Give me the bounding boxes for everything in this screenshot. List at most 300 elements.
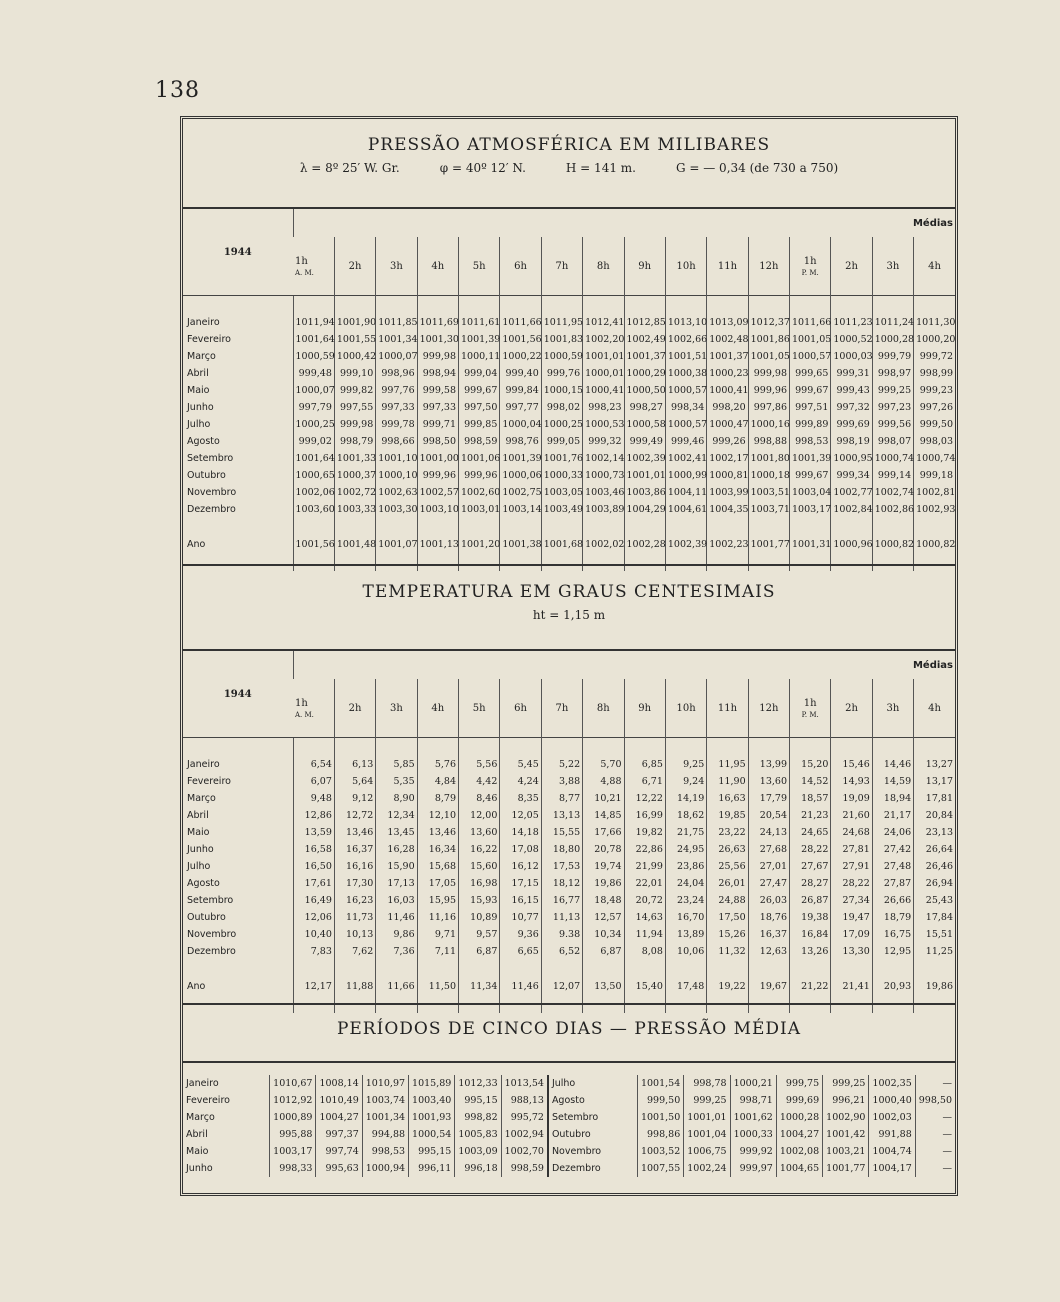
hour-header bbox=[541, 237, 582, 296]
value-cell: 12,86 bbox=[293, 807, 334, 824]
spacer-cell bbox=[459, 518, 500, 536]
value-cell: 8,90 bbox=[376, 790, 417, 807]
value-cell: 998,27 bbox=[624, 399, 665, 416]
value-cell: 1003,01 bbox=[459, 501, 500, 518]
value-cell: 9.38 bbox=[541, 926, 582, 943]
value-cell: 1001,64 bbox=[293, 331, 334, 348]
table-row bbox=[183, 1092, 955, 1109]
value-cell: 998,59 bbox=[501, 1160, 548, 1177]
value-cell: 27,81 bbox=[831, 841, 872, 858]
value-cell: 998,82 bbox=[455, 1109, 501, 1126]
spacer-cell bbox=[376, 738, 417, 757]
value-cell: 1000,33 bbox=[730, 1126, 776, 1143]
table-row bbox=[183, 450, 955, 467]
value-cell: 1003,46 bbox=[583, 484, 624, 501]
value-cell: 999,50 bbox=[637, 1092, 683, 1109]
value-cell: 1002,57 bbox=[417, 484, 458, 501]
month-label: Janeiro bbox=[187, 317, 220, 328]
value-cell: 9,71 bbox=[417, 926, 458, 943]
month-label: Outubro bbox=[187, 912, 226, 923]
value-cell: 11,95 bbox=[707, 756, 748, 773]
value-cell: 17,66 bbox=[583, 824, 624, 841]
spacer-cell bbox=[831, 960, 872, 978]
table-row bbox=[183, 314, 955, 331]
value-cell: 10,40 bbox=[293, 926, 334, 943]
value-cell: 1002,70 bbox=[501, 1143, 548, 1160]
table-row bbox=[183, 892, 955, 909]
hour-header bbox=[459, 679, 500, 738]
value-cell: 1002,66 bbox=[665, 331, 706, 348]
value-cell: 1001,31 bbox=[790, 536, 831, 553]
value-cell: 997,50 bbox=[459, 399, 500, 416]
value-cell: 999,26 bbox=[707, 433, 748, 450]
value-cell: 998,94 bbox=[417, 365, 458, 382]
value-cell: 1000,95 bbox=[831, 450, 872, 467]
spacer-cell bbox=[334, 960, 375, 978]
value-cell: 4,84 bbox=[417, 773, 458, 790]
value-cell: 4,24 bbox=[500, 773, 541, 790]
value-cell: 1011,69 bbox=[417, 314, 458, 331]
value-cell: 27,47 bbox=[748, 875, 789, 892]
value-cell: 1000,59 bbox=[293, 348, 334, 365]
value-cell: 12,07 bbox=[541, 978, 582, 995]
value-cell: 1000,28 bbox=[776, 1109, 822, 1126]
value-cell: 1002,24 bbox=[684, 1160, 730, 1177]
value-cell: 999,31 bbox=[831, 365, 872, 382]
value-cell: 1012,33 bbox=[455, 1075, 501, 1092]
value-cell: 1001,07 bbox=[376, 536, 417, 553]
value-cell: 1000,58 bbox=[624, 416, 665, 433]
value-cell: 11,73 bbox=[334, 909, 375, 926]
spacer-cell bbox=[665, 960, 706, 978]
value-cell: 18,48 bbox=[583, 892, 624, 909]
value-cell: 999,65 bbox=[790, 365, 831, 382]
page-number: 138 bbox=[155, 78, 200, 103]
value-cell: 999,32 bbox=[583, 433, 624, 450]
value-cell: 1001,86 bbox=[748, 331, 789, 348]
value-cell: 26,46 bbox=[914, 858, 955, 875]
value-cell: 13,99 bbox=[748, 756, 789, 773]
value-cell: 16,70 bbox=[665, 909, 706, 926]
hour-label: 2h bbox=[348, 260, 362, 272]
table-row bbox=[183, 909, 955, 926]
value-cell: 1004,27 bbox=[776, 1126, 822, 1143]
value-cell: 26,63 bbox=[707, 841, 748, 858]
hour-label: 3h bbox=[886, 702, 900, 714]
value-cell: 14,52 bbox=[790, 773, 831, 790]
table-row bbox=[183, 501, 955, 518]
value-cell: 999,82 bbox=[334, 382, 375, 399]
value-cell: 999,98 bbox=[748, 365, 789, 382]
value-cell: 999,67 bbox=[459, 382, 500, 399]
value-cell: 1000,96 bbox=[831, 536, 872, 553]
value-cell: 16,99 bbox=[624, 807, 665, 824]
value-cell: 1003,60 bbox=[293, 501, 334, 518]
value-cell: 6,52 bbox=[541, 943, 582, 960]
value-cell: 10,13 bbox=[334, 926, 375, 943]
spacer-cell bbox=[665, 738, 706, 757]
value-cell: 1012,92 bbox=[270, 1092, 316, 1109]
longitude: λ = 8º 25′ W. Gr. bbox=[299, 161, 400, 175]
table-row bbox=[183, 875, 955, 892]
value-cell: 1000,42 bbox=[334, 348, 375, 365]
spacer-row bbox=[183, 296, 955, 315]
spacer-cell bbox=[872, 960, 913, 978]
value-cell: 995,63 bbox=[316, 1160, 362, 1177]
value-cell: 13,45 bbox=[376, 824, 417, 841]
value-cell: 1004,17 bbox=[869, 1160, 915, 1177]
hour-label: 7h bbox=[555, 260, 569, 272]
value-cell: 21,75 bbox=[665, 824, 706, 841]
value-cell: 17,61 bbox=[293, 875, 334, 892]
hour-header bbox=[872, 237, 913, 296]
hour-header bbox=[376, 679, 417, 738]
value-cell: 4,42 bbox=[459, 773, 500, 790]
table-row bbox=[183, 399, 955, 416]
hour-header bbox=[790, 237, 831, 296]
value-cell: 28,22 bbox=[790, 841, 831, 858]
value-cell: 16,23 bbox=[334, 892, 375, 909]
value-cell: 27,91 bbox=[831, 858, 872, 875]
value-cell: 6,13 bbox=[334, 756, 375, 773]
value-cell: 1002,72 bbox=[334, 484, 375, 501]
value-cell: 11,46 bbox=[376, 909, 417, 926]
table-row bbox=[183, 841, 955, 858]
pressure-title: PRESSÃO ATMOSFÉRICA EM MILIBARES bbox=[367, 135, 771, 155]
table-row bbox=[183, 1075, 955, 1092]
hour-label: 5h bbox=[472, 260, 486, 272]
hour-label: 8h bbox=[596, 702, 610, 714]
value-cell: 20,72 bbox=[624, 892, 665, 909]
value-cell: 998,78 bbox=[684, 1075, 730, 1092]
value-cell: 28,22 bbox=[831, 875, 872, 892]
month-label: Setembro bbox=[548, 1109, 638, 1126]
value-cell: 1000,16 bbox=[748, 416, 789, 433]
value-cell: 1000,81 bbox=[707, 467, 748, 484]
value-cell: 1002,94 bbox=[501, 1126, 548, 1143]
value-cell: 1001,54 bbox=[637, 1075, 683, 1092]
value-cell: 1011,94 bbox=[293, 314, 334, 331]
spacer-cell bbox=[376, 960, 417, 978]
hour-label: 8h bbox=[596, 260, 610, 272]
hour-header bbox=[583, 237, 624, 296]
value-cell: 1012,37 bbox=[748, 314, 789, 331]
hour-header bbox=[500, 679, 541, 738]
value-cell: 11,32 bbox=[707, 943, 748, 960]
spacer-cell bbox=[665, 296, 706, 315]
hour-header bbox=[376, 237, 417, 296]
month-label: Março bbox=[187, 351, 216, 362]
temperature-header bbox=[183, 564, 955, 622]
spacer-cell bbox=[872, 738, 913, 757]
hour-label: 1h bbox=[803, 255, 817, 267]
hour-header bbox=[707, 679, 748, 738]
hour-header bbox=[334, 237, 375, 296]
spacer-cell bbox=[624, 518, 665, 536]
value-cell: 19,38 bbox=[790, 909, 831, 926]
value-cell: 26,64 bbox=[914, 841, 955, 858]
value-cell: 1000,20 bbox=[914, 331, 955, 348]
value-cell: 16,37 bbox=[748, 926, 789, 943]
month-label: Abril bbox=[186, 1129, 208, 1140]
table-row bbox=[183, 807, 955, 824]
value-cell: 7,62 bbox=[334, 943, 375, 960]
value-cell: 23,13 bbox=[914, 824, 955, 841]
value-cell: 1002,86 bbox=[872, 501, 913, 518]
value-cell: 11,50 bbox=[417, 978, 458, 995]
month-label: Junho bbox=[187, 844, 214, 855]
value-cell: 1003,33 bbox=[334, 501, 375, 518]
spacer-cell bbox=[707, 518, 748, 536]
value-cell: 1002,63 bbox=[376, 484, 417, 501]
value-cell: 16,50 bbox=[293, 858, 334, 875]
value-cell: 1000,41 bbox=[583, 382, 624, 399]
value-cell: 1011,95 bbox=[541, 314, 582, 331]
value-cell: 18,62 bbox=[665, 807, 706, 824]
value-cell: 5,45 bbox=[500, 756, 541, 773]
value-cell: 995,15 bbox=[409, 1143, 455, 1160]
spacer-cell bbox=[872, 296, 913, 315]
value-cell: 19,09 bbox=[831, 790, 872, 807]
spacer-cell bbox=[293, 960, 334, 978]
value-cell: 6,71 bbox=[624, 773, 665, 790]
spacer-cell bbox=[417, 960, 458, 978]
value-cell: 1003,40 bbox=[409, 1092, 455, 1109]
value-cell: 1000,28 bbox=[872, 331, 913, 348]
value-cell: 999,18 bbox=[914, 467, 955, 484]
value-cell: 1000,25 bbox=[541, 416, 582, 433]
value-cell: 1000,25 bbox=[293, 416, 334, 433]
value-cell: 1002,39 bbox=[624, 450, 665, 467]
value-cell: 1001,10 bbox=[376, 450, 417, 467]
spacer-cell bbox=[914, 296, 955, 315]
value-cell: 1002,28 bbox=[624, 536, 665, 553]
value-cell: 1000,50 bbox=[624, 382, 665, 399]
value-cell: 1000,38 bbox=[665, 365, 706, 382]
month-label: Março bbox=[187, 793, 216, 804]
hour-header bbox=[459, 237, 500, 296]
month-label: Agosto bbox=[187, 436, 220, 447]
value-cell: 9,86 bbox=[376, 926, 417, 943]
value-cell: 1011,66 bbox=[790, 314, 831, 331]
spacer-cell bbox=[790, 960, 831, 978]
pressure-header bbox=[183, 135, 955, 175]
spacer-cell bbox=[183, 960, 293, 978]
value-cell: 996,21 bbox=[823, 1092, 869, 1109]
spacer-cell bbox=[707, 960, 748, 978]
value-cell: 15,55 bbox=[541, 824, 582, 841]
spacer-cell bbox=[500, 738, 541, 757]
am-label: A. M. bbox=[295, 268, 314, 277]
value-cell: — bbox=[915, 1075, 955, 1092]
value-cell: 21,41 bbox=[831, 978, 872, 995]
value-cell: 1001,48 bbox=[334, 536, 375, 553]
value-cell: 6,85 bbox=[624, 756, 665, 773]
hour-header bbox=[831, 237, 872, 296]
table-row bbox=[183, 790, 955, 807]
value-cell: 11,90 bbox=[707, 773, 748, 790]
value-cell: 1000,47 bbox=[707, 416, 748, 433]
value-cell: 1001,06 bbox=[459, 450, 500, 467]
value-cell: 16,15 bbox=[500, 892, 541, 909]
value-cell: 1001,37 bbox=[707, 348, 748, 365]
table-row bbox=[183, 824, 955, 841]
hour-header bbox=[624, 679, 665, 738]
value-cell: 1003,14 bbox=[500, 501, 541, 518]
value-cell: 24,04 bbox=[665, 875, 706, 892]
value-cell: 26,94 bbox=[914, 875, 955, 892]
value-cell: 19,74 bbox=[583, 858, 624, 875]
value-cell: 998,33 bbox=[270, 1160, 316, 1177]
hour-header bbox=[665, 237, 706, 296]
table-row bbox=[183, 926, 955, 943]
spacer-cell bbox=[183, 518, 293, 536]
hour-header bbox=[665, 679, 706, 738]
value-cell: 16,03 bbox=[376, 892, 417, 909]
spacer-cell bbox=[707, 738, 748, 757]
value-cell: 13,46 bbox=[417, 824, 458, 841]
spacer-cell bbox=[790, 518, 831, 536]
value-cell: 21,22 bbox=[790, 978, 831, 995]
hour-header bbox=[417, 237, 458, 296]
value-cell: 11,25 bbox=[914, 943, 955, 960]
spacer-cell bbox=[541, 518, 582, 536]
value-cell: 16,37 bbox=[334, 841, 375, 858]
tables-frame bbox=[180, 116, 958, 1196]
value-cell: 1011,23 bbox=[831, 314, 872, 331]
value-cell: 27,01 bbox=[748, 858, 789, 875]
hour-header bbox=[624, 237, 665, 296]
value-cell: 17,08 bbox=[500, 841, 541, 858]
value-cell: 22,86 bbox=[624, 841, 665, 858]
value-cell: 1002,02 bbox=[583, 536, 624, 553]
value-cell: 12,06 bbox=[293, 909, 334, 926]
value-cell: 999,98 bbox=[334, 416, 375, 433]
spacer-cell bbox=[748, 960, 789, 978]
value-cell: 1002,20 bbox=[583, 331, 624, 348]
value-cell: 9,24 bbox=[665, 773, 706, 790]
value-cell: 5,70 bbox=[583, 756, 624, 773]
value-cell: 997,76 bbox=[376, 382, 417, 399]
spacer-cell bbox=[334, 738, 375, 757]
value-cell: 20,93 bbox=[872, 978, 913, 995]
value-cell: 997,79 bbox=[293, 399, 334, 416]
value-cell: 1001,04 bbox=[684, 1126, 730, 1143]
value-cell: 17,79 bbox=[748, 790, 789, 807]
spacer-cell bbox=[541, 296, 582, 315]
value-cell: 14,63 bbox=[624, 909, 665, 926]
value-cell: 26,87 bbox=[790, 892, 831, 909]
hour-label: 12h bbox=[759, 260, 779, 272]
value-cell: 13,26 bbox=[790, 943, 831, 960]
value-cell: 1003,17 bbox=[270, 1143, 316, 1160]
year-label: 1944 bbox=[183, 209, 293, 296]
table-row bbox=[183, 773, 955, 790]
value-cell: 999,96 bbox=[459, 467, 500, 484]
value-cell: 15,51 bbox=[914, 926, 955, 943]
value-cell: 1005,83 bbox=[455, 1126, 501, 1143]
value-cell: 999,04 bbox=[459, 365, 500, 382]
value-cell: 998,97 bbox=[872, 365, 913, 382]
value-cell: 996,11 bbox=[409, 1160, 455, 1177]
month-label: Abril bbox=[187, 368, 209, 379]
value-cell: 16,77 bbox=[541, 892, 582, 909]
month-label: Julho bbox=[548, 1075, 638, 1092]
value-cell: 999,56 bbox=[872, 416, 913, 433]
hour-header bbox=[541, 679, 582, 738]
month-label: Fevereiro bbox=[187, 776, 231, 787]
temperature-subtitle: ht = 1,15 m bbox=[532, 608, 606, 622]
value-cell: 1000,21 bbox=[730, 1075, 776, 1092]
month-label: Maio bbox=[186, 1146, 209, 1157]
latitude: φ = 40º 12′ N. bbox=[439, 161, 526, 175]
value-cell: 27,34 bbox=[831, 892, 872, 909]
value-cell: 1002,03 bbox=[869, 1109, 915, 1126]
value-cell: 999,25 bbox=[684, 1092, 730, 1109]
value-cell: 21,17 bbox=[872, 807, 913, 824]
pressure-table bbox=[183, 209, 955, 571]
hour-label: 12h bbox=[759, 702, 779, 714]
spacer-cell bbox=[914, 738, 955, 757]
value-cell: 12,10 bbox=[417, 807, 458, 824]
value-cell: 1003,10 bbox=[417, 501, 458, 518]
year-row bbox=[183, 536, 955, 553]
hour-label: 1h bbox=[295, 255, 308, 267]
spacer-cell bbox=[790, 296, 831, 315]
value-cell: 998,76 bbox=[500, 433, 541, 450]
spacer-cell bbox=[417, 738, 458, 757]
value-cell: 13,13 bbox=[541, 807, 582, 824]
pressure-table-wrap bbox=[183, 207, 955, 571]
value-cell: 1001,77 bbox=[823, 1160, 869, 1177]
value-cell: 12,22 bbox=[624, 790, 665, 807]
spacer-cell bbox=[872, 518, 913, 536]
year-row bbox=[183, 978, 955, 995]
value-cell: 1001,42 bbox=[823, 1126, 869, 1143]
value-cell: 21,23 bbox=[790, 807, 831, 824]
value-cell: 16,16 bbox=[334, 858, 375, 875]
value-cell: 998,86 bbox=[637, 1126, 683, 1143]
value-cell: 17,15 bbox=[500, 875, 541, 892]
value-cell: 1000,06 bbox=[500, 467, 541, 484]
value-cell: — bbox=[915, 1126, 955, 1143]
value-cell: 10,89 bbox=[459, 909, 500, 926]
value-cell: 14,85 bbox=[583, 807, 624, 824]
value-cell: 15,46 bbox=[831, 756, 872, 773]
spacer-cell bbox=[293, 296, 334, 315]
value-cell: 19,85 bbox=[707, 807, 748, 824]
value-cell: 1000,40 bbox=[869, 1092, 915, 1109]
five-day-table-wrap bbox=[183, 1061, 955, 1177]
value-cell: 11,16 bbox=[417, 909, 458, 926]
hour-label: 10h bbox=[676, 260, 696, 272]
spacer-cell bbox=[831, 738, 872, 757]
value-cell: 1000,82 bbox=[872, 536, 913, 553]
value-cell: 999,76 bbox=[541, 365, 582, 382]
pressure-coords bbox=[183, 161, 955, 175]
value-cell: 12,05 bbox=[500, 807, 541, 824]
value-cell: 999,02 bbox=[293, 433, 334, 450]
value-cell: 1001,37 bbox=[624, 348, 665, 365]
table-row bbox=[183, 1109, 955, 1126]
value-cell: 998,19 bbox=[831, 433, 872, 450]
month-label: Dezembro bbox=[548, 1160, 638, 1177]
spacer-row bbox=[183, 738, 955, 757]
value-cell: 17,09 bbox=[831, 926, 872, 943]
temperature-table-wrap bbox=[183, 649, 955, 1013]
value-cell: 999,79 bbox=[872, 348, 913, 365]
value-cell: 3,88 bbox=[541, 773, 582, 790]
